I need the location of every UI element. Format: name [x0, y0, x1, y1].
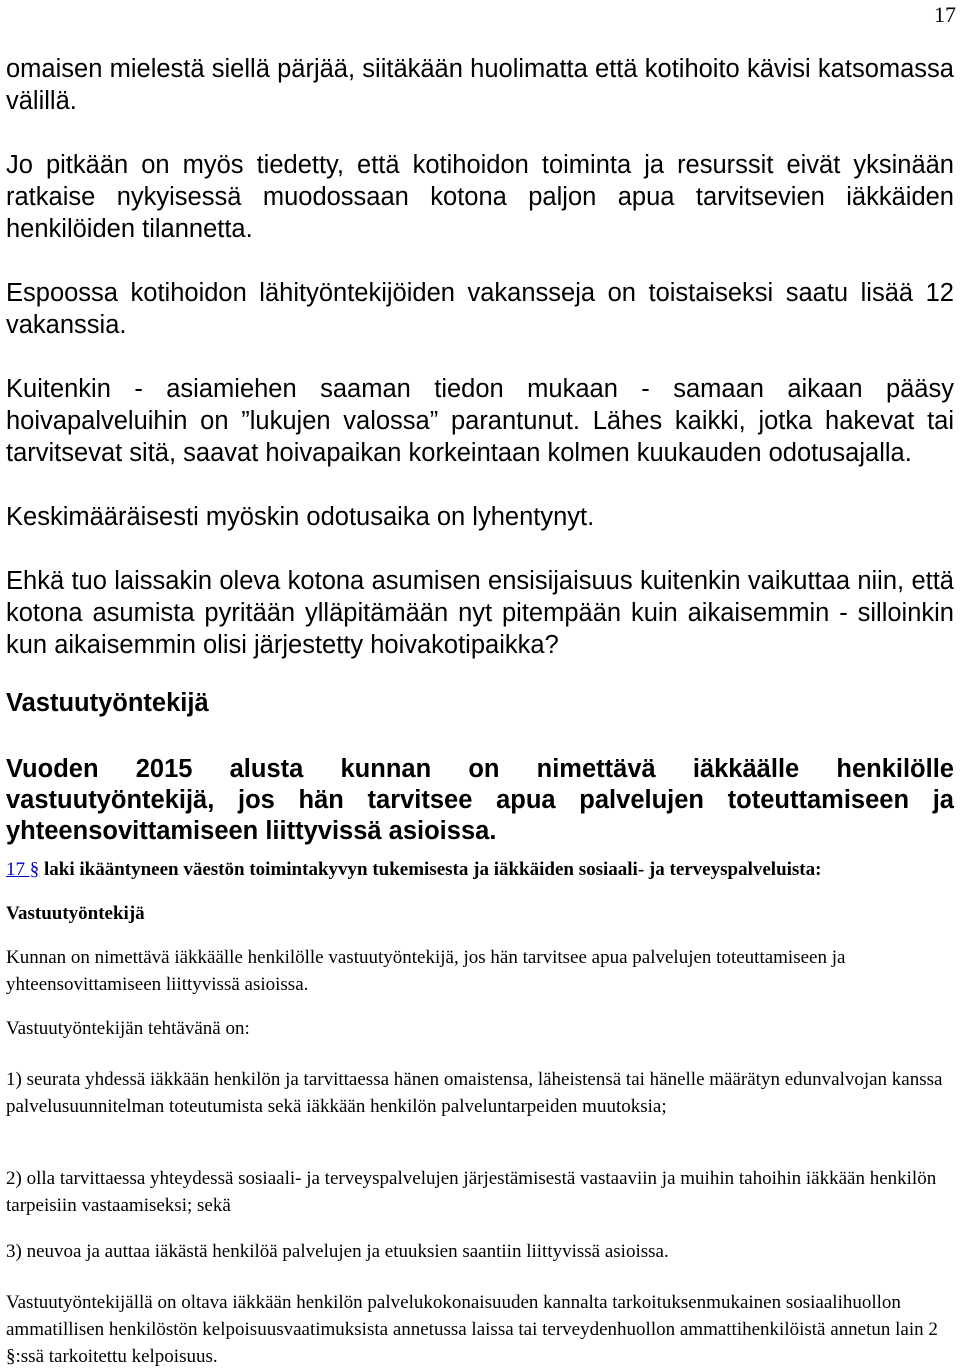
paragraph-2: Jo pitkään on myös tiedetty, että kotihoidon toiminta ja resurssit eivät yksinään ratkaise nykyisessä muodossaan kotona paljon apua tarvitsevien iäkkäiden henkilöiden tilannetta.: [6, 151, 954, 243]
paragraph-5: Keskimääräisesti myöskin odotusaika on lyhentynyt.: [6, 503, 595, 531]
paragraph-1: omaisen mielestä siellä pärjää, siitäkään huolimatta että kotihoito kävisi katsomassa välillä.: [6, 55, 954, 115]
paragraph-4: Kuitenkin - asiamiehen saaman tiedon mukaan - samaan aikaan pääsy hoivapalveluihin on ”lukujen valossa” parantunut. Lähes kaikki, jotka hakevat tai tarvitsevat sitä, saavat hoivapaikan korkeintaan kolmen kuukauden odotusajalla.: [6, 375, 954, 467]
law-section-link[interactable]: 17 §: [6, 859, 40, 880]
bold-summary-paragraph: Vuoden 2015 alusta kunnan on nimettävä iäkkäälle henkilölle vastuutyöntekijä, jos hän tarvitsee apua palvelujen toteuttamiseen ja yhteensovittamiseen liittyvissä asioissa.: [6, 755, 954, 845]
paragraph-6: Ehkä tuo laissakin oleva kotona asumisen ensisijaisuus kuitenkin vaikuttaa niin, että kotona asumista pyritään ylläpitämään nyt pitempään kuin aikaisemmin - silloinkin kun aikaisemmin olisi järjestetty hoivakotipaikka?: [6, 567, 954, 659]
law-list-item-2: 2) olla tarvittaessa yhteydessä sosiaali- ja terveyspalvelujen järjestämisestä vastaaviin ja muihin tahoihin iäkkään henkilön tarpeisiin vastaamiseksi; sekä: [6, 1168, 937, 1216]
law-list-item-1: 1) seurata yhdessä iäkkään henkilön ja tarvittaessa hänen omaistensa, läheistensä tai hänelle määrätyn edunvalvojan kanssa palvelusuunnitelman toteutumista sekä iäkkään henkilön palveluntarpeiden muutoksia;: [6, 1069, 943, 1117]
law-list-item-3: 3) neuvoa ja auttaa iäkästä henkilöä palvelujen ja etuuksien saantiin liittyvissä asioissa.: [6, 1241, 669, 1262]
law-subheading: Vastuutyöntekijä: [6, 903, 145, 924]
page-number: 17: [934, 2, 956, 27]
law-paragraph-1: Kunnan on nimettävä iäkkäälle henkilölle vastuutyöntekijä, jos hän tarvitsee apua palvelujen toteuttamiseen ja yhteensovittamiseen liittyvissä asioissa.: [6, 947, 846, 995]
law-reference: [6, 856, 954, 883]
paragraph-3: Espoossa kotihoidon lähityöntekijöiden vakansseja on toistaiseksi saatu lisää 12 vakanssia.: [6, 279, 954, 339]
law-paragraph-3: Vastuutyöntekijällä on oltava iäkkään henkilön palvelukokonaisuuden kannalta tarkoituksenmukainen sosiaalihuollon ammatillisen henkilöstön kelpoisuusvaatimuksista annetussa laissa tai terveydenhuollon ammattihenkilöistä annetun lain 2 §:ssä tarkoitettu kelpoisuus.: [6, 1292, 938, 1367]
law-paragraph-2: Vastuutyöntekijän tehtävänä on:: [6, 1018, 250, 1039]
law-title: laki ikääntyneen väestön toimintakyvyn tukemisesta ja iäkkäiden sosiaali- ja terveyspalveluista:: [44, 859, 822, 880]
section-heading: Vastuutyöntekijä: [6, 689, 209, 717]
